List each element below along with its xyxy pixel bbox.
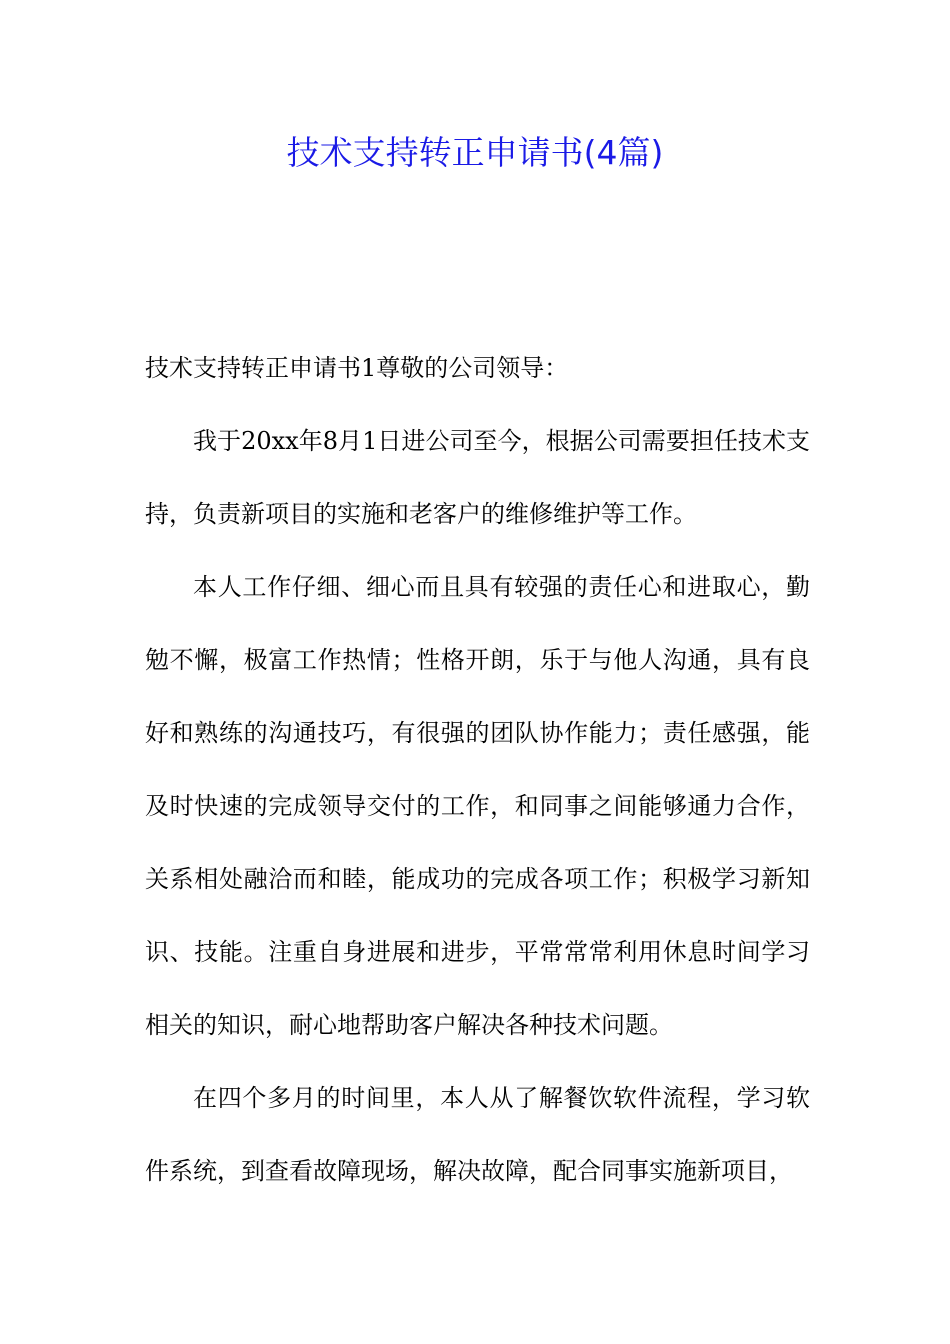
paragraph-salutation: 技术支持转正申请书1尊敬的公司领导： [145, 354, 569, 382]
paragraph-work-summary: 在四个多月的时间里，本人从了解餐饮软件流程，学习软件系统，到查看故障现场，解决故障，配合同事实施新项目， [145, 1084, 810, 1185]
paragraph-self-assessment: 本人工作仔细、细心而且具有较强的责任心和进取心，勤勉不懈，极富工作热情；性格开朗，乐于与他人沟通，具有良好和熟练的沟通技巧，有很强的团队协作能力；责任感强，能及时快速的完成领导交付的工作，和同事之间能够通力合作，关系相处融洽而和睦，能成功的完成各项工作；积极学习新知识、技能。注重自身进展和进步，平常常常利用休息时间学习相关的知识，耐心地帮助客户解决各种技术问题。 [145, 573, 810, 1039]
paragraph-intro: 我于20xx年8月1日进公司至今，根据公司需要担任技术支持，负责新项目的实施和老客户的维修维护等工作。 [145, 427, 810, 528]
document-body [145, 332, 810, 1208]
document-title: 技术支持转正申请书(4篇) [286, 133, 664, 172]
